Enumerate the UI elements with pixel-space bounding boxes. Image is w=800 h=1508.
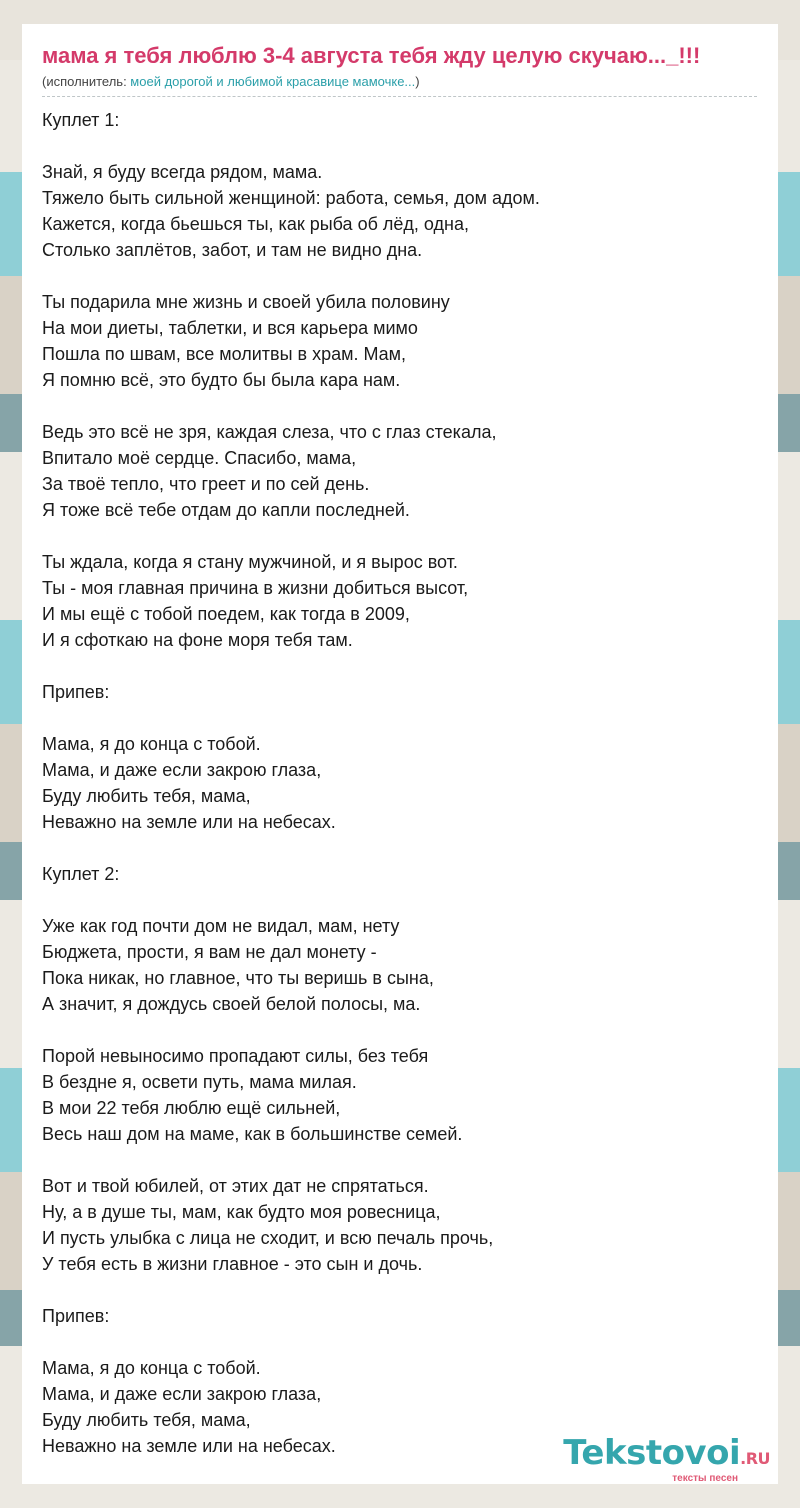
lyric-blank-line	[42, 393, 758, 419]
lyric-line: И пусть улыбка с лица не сходит, и всю печаль прочь,	[42, 1228, 494, 1248]
logo-wordmark: Tekstovoi	[563, 1433, 741, 1473]
lyrics-text	[42, 107, 758, 1459]
lyric-line: Мама, и даже если закрою глаза,	[42, 1384, 322, 1404]
header-divider	[42, 96, 757, 97]
lyric-line: На мои диеты, таблетки, и вся карьера мимо	[42, 318, 418, 338]
lyric-line: Ты ждала, когда я стану мужчиной, и я вырос вот.	[42, 552, 458, 572]
lyric-line: Вот и твой юбилей, от этих дат не спрятаться.	[42, 1176, 429, 1196]
lyric-line: Мама, и даже если закрою глаза,	[42, 760, 322, 780]
lyric-blank-line	[42, 1277, 758, 1303]
lyric-blank-line	[42, 1017, 758, 1043]
lyric-line: Тяжело быть сильной женщиной: работа, семья, дом адом.	[42, 188, 540, 208]
lyric-line: Я тоже всё тебе отдам до капли последней.	[42, 500, 410, 520]
lyric-blank-line	[42, 887, 758, 913]
lyric-line: Ведь это всё не зря, каждая слеза, что с глаз стекала,	[42, 422, 497, 442]
site-logo[interactable]	[563, 1435, 770, 1484]
lyric-line: Буду любить тебя, мама,	[42, 786, 251, 806]
logo-tagline: тексты песен	[672, 1473, 738, 1484]
lyric-line: Ну, а в душе ты, мам, как будто моя ровесница,	[42, 1202, 441, 1222]
lyric-blank-line	[42, 263, 758, 289]
lyric-line: Знай, я буду всегда рядом, мама.	[42, 162, 323, 182]
song-title: мама я тебя люблю 3-4 августа тебя жду целую скучаю..._!!!	[42, 43, 701, 68]
lyric-line: Куплет 1:	[42, 110, 120, 130]
lyric-line: Мама, я до конца с тобой.	[42, 734, 261, 754]
lyric-line: Буду любить тебя, мама,	[42, 1410, 251, 1430]
lyric-blank-line	[42, 1329, 758, 1355]
lyric-line: В мои 22 тебя люблю ещё сильней,	[42, 1098, 341, 1118]
lyric-blank-line	[42, 653, 758, 679]
artist-link[interactable]: моей дорогой и любимой красавице мамочке...	[130, 74, 416, 89]
lyric-line: Неважно на земле или на небесах.	[42, 812, 336, 832]
lyric-line: Ты подарила мне жизнь и своей убила половину	[42, 292, 450, 312]
lyric-line: Впитало моё сердце. Спасибо, мама,	[42, 448, 357, 468]
lyric-line: Ты - моя главная причина в жизни добиться высот,	[42, 578, 469, 598]
artist-suffix: )	[415, 74, 420, 89]
lyric-line: Кажется, когда бьешься ты, как рыба об лёд, одна,	[42, 214, 469, 234]
artist-line	[42, 74, 758, 90]
artist-prefix: (исполнитель:	[42, 74, 131, 89]
lyric-line: За твоё тепло, что греет и по сей день.	[42, 474, 370, 494]
lyric-line: Припев:	[42, 682, 110, 702]
lyric-line: У тебя есть в жизни главное - это сын и дочь.	[42, 1254, 423, 1274]
lyric-line: Куплет 2:	[42, 864, 120, 884]
lyric-line: В бездне я, освети путь, мама милая.	[42, 1072, 357, 1092]
lyric-line: А значит, я дождусь своей белой полосы, ма.	[42, 994, 421, 1014]
logo-tld: .RU	[740, 1449, 770, 1468]
lyric-line: Припев:	[42, 1306, 110, 1326]
lyric-line: Уже как год почти дом не видал, мам, нету	[42, 916, 400, 936]
lyric-line: Порой невыносимо пропадают силы, без тебя	[42, 1046, 429, 1066]
lyric-line: Весь наш дом на маме, как в большинстве семей.	[42, 1124, 463, 1144]
lyric-line: Я помню всё, это будто бы была кара нам.	[42, 370, 401, 390]
lyric-line: И мы ещё с тобой поедем, как тогда в 2009,	[42, 604, 410, 624]
lyric-blank-line	[42, 835, 758, 861]
lyric-blank-line	[42, 523, 758, 549]
lyric-line: Пошла по швам, все молитвы в храм. Мам,	[42, 344, 407, 364]
lyric-blank-line	[42, 1147, 758, 1173]
lyric-blank-line	[42, 705, 758, 731]
lyric-line: Пока никак, но главное, что ты веришь в сына,	[42, 968, 434, 988]
lyric-blank-line	[42, 133, 758, 159]
lyric-line: Бюджета, прости, я вам не дал монету -	[42, 942, 377, 962]
lyric-line: И я сфоткаю на фоне моря тебя там.	[42, 630, 353, 650]
lyric-line: Неважно на земле или на небесах.	[42, 1436, 336, 1456]
lyric-line: Столько заплётов, забот, и там не видно дна.	[42, 240, 423, 260]
lyrics-card	[22, 24, 778, 1484]
lyric-line: Мама, я до конца с тобой.	[42, 1358, 261, 1378]
